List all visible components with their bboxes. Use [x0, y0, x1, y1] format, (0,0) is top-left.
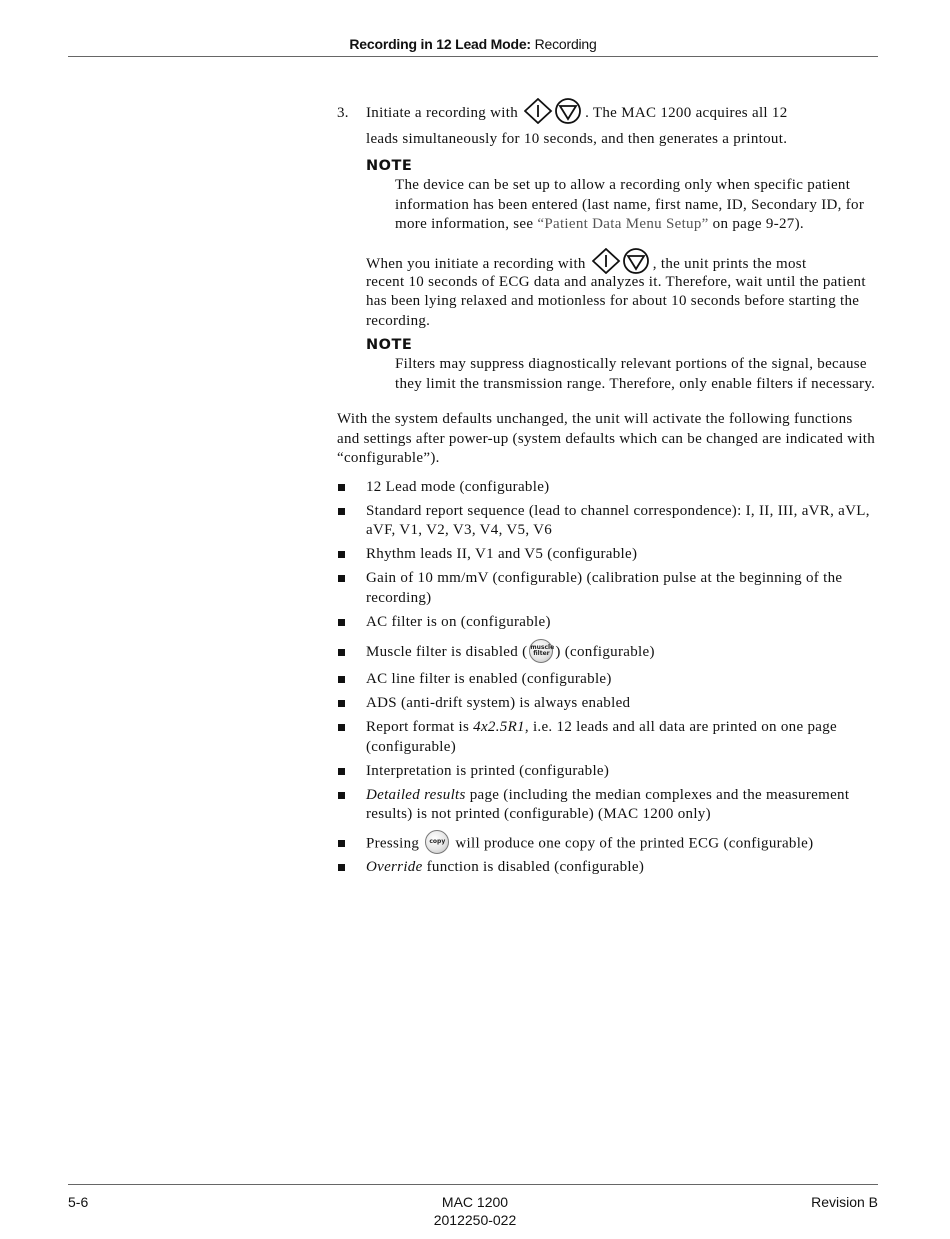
bullet-square-icon — [338, 551, 345, 558]
header-divider — [68, 56, 878, 57]
document-number: 2012250-022 — [433, 1212, 517, 1228]
muscle-filter-key-label-1: muscle — [530, 643, 555, 651]
note-1-heading: NOTE — [366, 158, 413, 174]
list-item — [337, 502, 878, 541]
bullet-text: Standard report sequence (lead to channel correspondence): I, II, III, aVR, aVL, aVF, V1, V2, V3, V4, V5, V6 — [366, 502, 870, 538]
footer-center — [375, 1193, 575, 1229]
diamond-start-icon — [593, 249, 619, 273]
list-item — [337, 670, 878, 690]
bullet-square-icon — [338, 649, 345, 656]
triangle-stop-icon — [556, 99, 580, 123]
bullet-square-icon — [338, 864, 345, 871]
list-item — [337, 834, 878, 854]
override-term: Override — [366, 859, 423, 875]
initiate-paragraph — [337, 251, 878, 332]
bullet-text: AC line filter is enabled (configurable) — [366, 671, 612, 687]
main-content — [337, 100, 878, 882]
bullet-square-icon — [338, 508, 345, 515]
bullet-text: Pressing — [366, 834, 420, 851]
header-section-bold: Recording in 12 Lead Mode: — [349, 36, 531, 52]
note-1-body — [366, 176, 878, 235]
bullet-square-icon — [338, 840, 345, 847]
list-item — [337, 762, 878, 782]
list-item — [337, 613, 878, 633]
bullet-text: Muscle filter is disabled ( — [366, 644, 528, 660]
note-2-heading: NOTE — [366, 337, 413, 353]
detailed-results-term: Detailed results — [366, 786, 466, 803]
start-stop-keys-2 — [592, 248, 652, 274]
note-1-after-xref: on page 9-27). — [708, 216, 804, 232]
step-number: 3. — [337, 105, 349, 121]
report-format-value: 4x2.5R1 — [473, 719, 525, 735]
bullet-text: Gain of 10 mm/mV (configurable) (calibration pulse at the beginning of the recording) — [366, 570, 843, 606]
product-name: MAC 1200 — [441, 1194, 509, 1210]
revision: Revision B — [811, 1194, 878, 1210]
defaults-list — [337, 478, 878, 878]
bullet-text: Rhythm leads II, V1 and V5 (configurable) — [366, 546, 638, 562]
initiate-before-keys: When you initiate a recording with — [366, 255, 586, 272]
defaults-intro: With the system defaults unchanged, the unit will activate the following functions and settings after power-up (system defaults which can be changed are indicated with “configurable”). — [337, 411, 876, 466]
triangle-stop-icon — [624, 249, 648, 273]
patient-data-menu-setup-link[interactable]: “Patient Data Menu Setup” — [537, 216, 709, 232]
bullet-text: will produce one copy of the printed ECG (configurable) — [455, 834, 814, 851]
list-item — [337, 569, 878, 608]
muscle-filter-key-icon — [529, 639, 553, 663]
page-number: 5-6 — [68, 1194, 89, 1210]
bullet-text: Report format is — [366, 719, 474, 735]
bullet-square-icon — [338, 484, 345, 491]
note-1 — [337, 157, 878, 235]
bullet-square-icon — [338, 768, 345, 775]
copy-key-label: copy — [429, 837, 446, 845]
bullet-text: page (including the median complexes and the measurement results) is not printed (configurable) (MAC 1200 only) — [366, 786, 850, 822]
copy-key-icon — [425, 830, 449, 854]
bullet-square-icon — [338, 575, 345, 582]
list-item — [337, 858, 878, 878]
initiate-after-keys: , the unit prints the most — [652, 255, 807, 272]
bullet-text: ) (configurable) — [555, 644, 655, 660]
header-section-rest: Recording — [534, 36, 597, 52]
bullet-square-icon — [338, 619, 345, 626]
diamond-start-icon — [525, 99, 551, 123]
list-item — [337, 718, 878, 757]
initiate-rest: recent 10 seconds of ECG data and analyzes it. Therefore, wait until the patient has been lying relaxed and motionless for about 10 seconds before starting the recording. — [366, 273, 866, 329]
bullet-text: function is disabled (configurable) — [422, 859, 645, 875]
bullet-text: AC filter is on (configurable) — [366, 613, 551, 630]
step-3-after-keys: . The MAC 1200 acquires all 12 — [585, 105, 788, 121]
bullet-square-icon — [338, 700, 345, 707]
bullet-square-icon — [338, 792, 345, 799]
list-item — [337, 694, 878, 714]
start-stop-keys — [524, 98, 584, 124]
note-2-body: Filters may suppress diagnostically relevant portions of the signal, because they limit the transmission range. Therefore, only enable filters if necessary. — [395, 356, 876, 392]
bullet-square-icon — [338, 724, 345, 731]
footer-divider — [68, 1184, 878, 1185]
bullet-text: , i.e. 12 leads and all data are printed on one page (configurable) — [366, 719, 837, 755]
bullet-text: Interpretation is printed (configurable) — [366, 762, 610, 779]
page-header — [68, 36, 878, 52]
bullet-text: ADS (anti-drift system) is always enabled — [366, 695, 631, 711]
muscle-filter-key-label-2: filter — [533, 650, 550, 658]
bullet-text: 12 Lead mode (configurable) — [366, 478, 550, 495]
bullet-square-icon — [338, 676, 345, 683]
step-3-before-keys: Initiate a recording with — [366, 105, 519, 121]
list-item — [337, 545, 878, 565]
list-item — [337, 786, 878, 825]
step-3-line-2: leads simultaneously for 10 seconds, and then generates a printout. — [366, 131, 788, 147]
list-item — [337, 478, 878, 498]
list-item — [337, 641, 878, 663]
note-1-text: The device can be set up to allow a recording only when specific patient information has been entered (last name, first name, ID, Secondary ID, for more information, see — [395, 177, 865, 232]
note-2 — [337, 336, 878, 394]
step-3 — [337, 100, 878, 152]
